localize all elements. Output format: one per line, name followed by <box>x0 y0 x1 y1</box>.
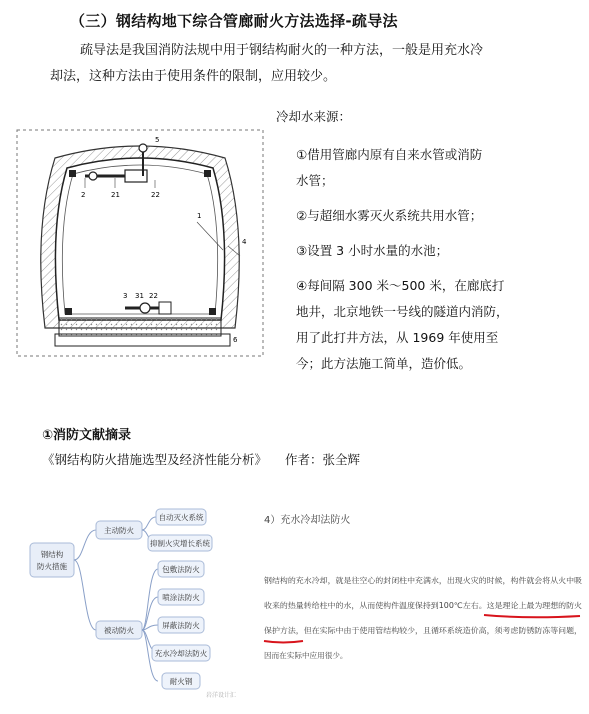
cooling-item-2: ②与超细水雾灭火系统共用水管； <box>296 208 483 223</box>
label-5-top: 5 <box>155 136 160 144</box>
mindmap <box>30 509 236 699</box>
label-4: 4 <box>242 238 247 246</box>
embedded-excerpt-image <box>28 485 584 705</box>
mindmap-root-line1: 钢结构 <box>40 550 64 559</box>
mindmap-passive-5: 耐火钢 <box>169 677 193 686</box>
excerpt-line-3: 保护方法，但在实际中由于使用管结构较少，且循环系统造价高，须考虑防锈防冻等问题， <box>264 626 568 635</box>
label-22b: 22 <box>149 292 158 300</box>
reference-title: 《钢结构防火措施选型及经济性能分析》 <box>42 452 268 467</box>
cooling-item-4d: 今；此方法施工简单，造价低。 <box>296 356 472 371</box>
intro-paragraph <box>50 38 550 90</box>
mindmap-passive-3: 屏蔽法防火 <box>162 621 200 630</box>
label-3: 3 <box>123 292 128 300</box>
mindmap-branch-active: 主动防火 <box>104 526 134 535</box>
reference-heading: ①消防文献摘录 <box>42 428 132 443</box>
label-21: 21 <box>111 191 120 199</box>
excerpt-line-4: 因而在实际中应用很少。 <box>264 651 348 660</box>
mindmap-active-1: 自动灭火系统 <box>158 513 204 522</box>
mindmap-root-line2: 防火措施 <box>37 562 67 571</box>
cooling-item-1: ①借用管廊内原有自来水管或消防 <box>296 147 483 162</box>
label-22: 22 <box>151 191 160 199</box>
label-2: 2 <box>81 191 86 199</box>
cooling-item-4c: 用了此打井方法，从 1969 年使用至 <box>296 330 499 345</box>
excerpt-line-1: 钢结构的充水冷却，就是往空心的封闭柱中充满水，出现火灾的时候，构件就会将从火中吸 <box>264 576 568 585</box>
cooling-item-4a: ④每间隔 300 米～500 米，在廊底打 <box>296 278 505 293</box>
cooling-title: 冷却水来源： <box>276 109 352 124</box>
mindmap-watermark: 岩洋设计汇 <box>206 692 237 699</box>
label-31: 31 <box>135 292 144 300</box>
label-6: 6 <box>233 336 238 344</box>
mindmap-passive-2: 喷涂法防火 <box>162 593 200 602</box>
cooling-item-1b: 水管； <box>296 173 334 188</box>
intro-line-1: 疏导法是我国消防法规中用于钢结构耐火的一种方法，一般是用充水冷 <box>80 43 484 58</box>
reference-citation <box>42 450 360 468</box>
excerpt-line-2: 收来的热量转给柱中的水，从而使构件温度保持到100℃左右。这是理论上最为理想的防火 <box>264 601 568 610</box>
mindmap-active-2: 抑制火灾增长系统 <box>150 539 210 548</box>
cooling-items <box>276 142 526 377</box>
label-1: 1 <box>197 212 202 220</box>
reference-author: 作者：张全辉 <box>285 452 361 467</box>
mindmap-passive-4: 充水冷却法防火 <box>154 649 208 658</box>
section-heading: （三）钢结构地下综合管廊耐火方法选择-疏导法 <box>70 12 398 30</box>
cooling-item-4b: 地井，北京地铁一号线的隧道内消防， <box>296 304 509 319</box>
excerpt-heading: 4）充水冷却法防火 <box>264 515 351 526</box>
gallery-cross-section-diagram <box>15 128 265 364</box>
excerpt <box>264 513 582 660</box>
intro-line-2: 却法，这种方法由于使用条件的限制，应用较少。 <box>50 69 337 84</box>
cooling-water-sources <box>276 104 526 377</box>
red-underline-2 <box>264 641 303 643</box>
red-underline-1 <box>484 615 580 617</box>
cooling-item-3: ③设置 3 小时水量的水池； <box>296 243 449 258</box>
mindmap-passive-1: 包敷法防火 <box>162 565 200 574</box>
mindmap-branch-passive: 被动防火 <box>104 626 134 635</box>
